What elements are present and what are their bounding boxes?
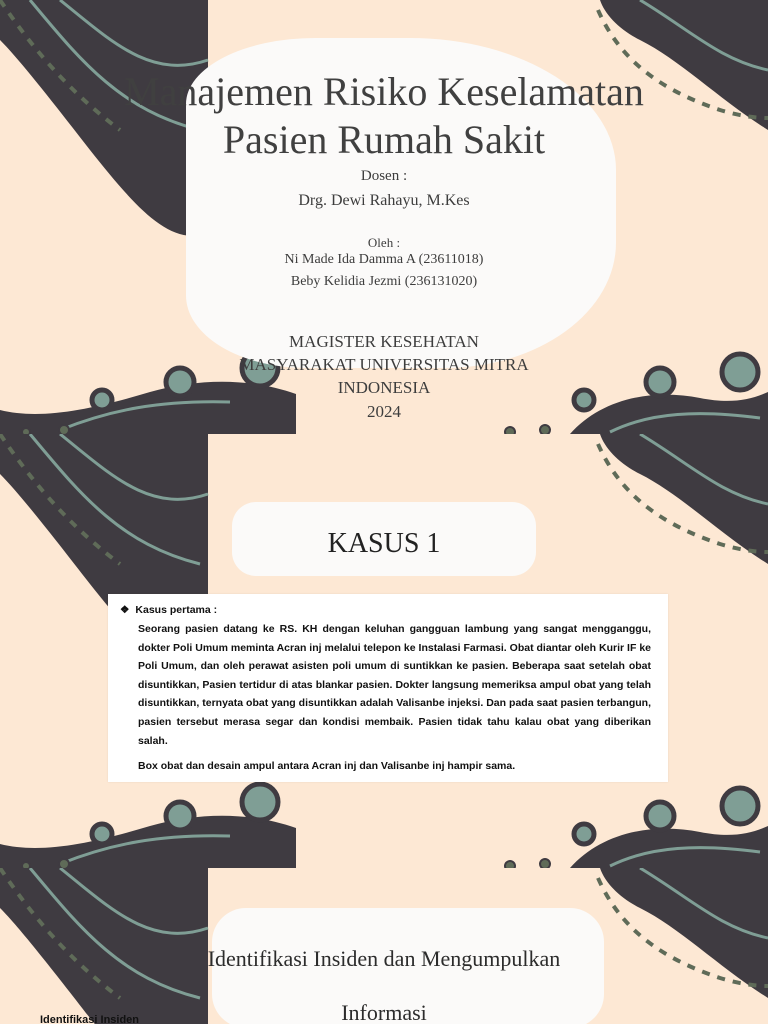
oleh-label: Oleh : <box>367 235 401 250</box>
decorative-dot <box>540 425 550 434</box>
decorative-dot <box>242 784 278 820</box>
case-description: Seorang pasien datang ke RS. KH dengan keluhan gangguan lambung yang sangat mengganggu, dokter Poli Umum meminta Acran inj melalui telepon ke Instalasi Farmasi. Obat diantar oleh Kurir IF ke Poli Umum, dan oleh perawat asisten poli umum di suntikkan ke pasien. Beberapa saat setelah obat disuntikkan, Pasien tertidur di atas blankar pasien. Dokter langsung memeriksa ampul obat yang telah disuntikkan, ternyata obat yang disuntikkan adalah Valisanbe injeksi. Dan pada saat pasien terbangun, pasien tersebut merasa segar dan kondisi membaik. Pasien tidak tahu kalau obat yang diberikan salah. <box>138 623 651 747</box>
decorative-dot <box>92 824 112 844</box>
decorative-dot <box>59 859 69 868</box>
case-note: Box obat dan desain ampul antara Acran inj dan Valisanbe inj hampir sama. <box>138 760 516 772</box>
case-card <box>108 594 668 782</box>
decorative-dot <box>59 425 69 434</box>
wave-bottom-left <box>0 816 296 868</box>
wave-bottom-right <box>570 826 768 868</box>
decorative-dot <box>505 861 515 868</box>
wave-top-right <box>600 868 768 998</box>
decorative-dot <box>574 824 594 844</box>
decorative-dot <box>722 354 758 390</box>
slide-title <box>0 0 768 434</box>
decorative-dot <box>505 427 515 434</box>
decorative-dot <box>166 802 194 830</box>
section-subtitle: Identifikasi Insiden <box>40 1014 140 1024</box>
decorative-dot <box>166 368 194 396</box>
author-name: Beby Kelidia Jezmi (236131020) <box>290 274 478 289</box>
diamond-bullet-icon: ❖ <box>120 604 130 616</box>
decorative-dot <box>722 788 758 824</box>
decorative-dot <box>540 859 550 868</box>
dosen-name: Drg. Dewi Rahayu, M.Kes <box>298 192 470 209</box>
author-name: Ni Made Ida Damma A (23611018) <box>284 252 484 267</box>
slide-heading: Identifikasi Insiden dan Mengumpulkan Informasi <box>207 946 561 1024</box>
slide-identification <box>0 868 768 1024</box>
decorative-dot <box>646 368 674 396</box>
slide-title-text: Manajemen Risiko Keselamatan Pasien Rumah Sakit <box>124 69 644 162</box>
institution-name: MAGISTER KESEHATAN MASYARAKAT UNIVERSITAS MITRA INDONESIA <box>239 332 529 397</box>
year-label: 2024 <box>367 402 401 421</box>
dosen-label: Dosen : <box>360 168 408 184</box>
decorative-dot <box>646 802 674 830</box>
case-label-row <box>120 604 217 616</box>
case-title: KASUS 1 <box>327 528 441 559</box>
case-label: Kasus pertama : <box>135 604 218 616</box>
slide-case <box>0 434 768 868</box>
